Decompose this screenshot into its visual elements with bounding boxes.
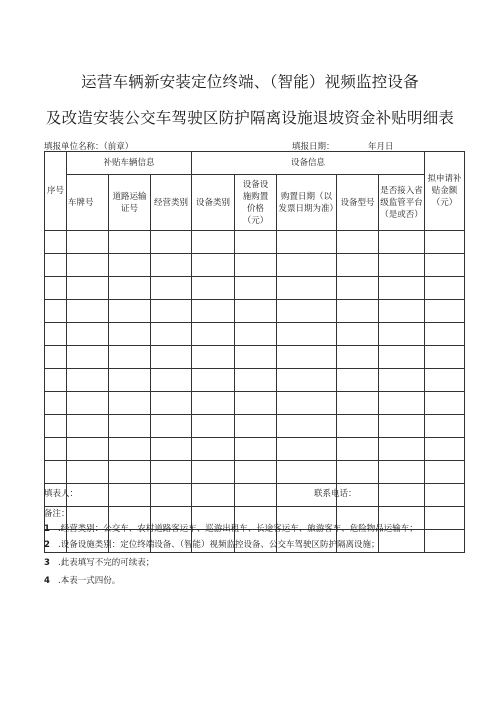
table-row <box>45 392 465 415</box>
table-cell <box>277 254 337 277</box>
table-cell <box>151 438 192 461</box>
table-cell <box>235 231 277 254</box>
table-cell <box>109 346 151 369</box>
unit-label: 填报单位名称：（前章） <box>44 142 134 152</box>
table-cell <box>379 346 425 369</box>
header-buy-date-text: 购置日期（以发票日期为准） <box>278 191 339 214</box>
header-plate: 车牌号 <box>67 175 109 231</box>
note-text: .本表一式四份。 <box>58 576 121 586</box>
table-cell <box>45 277 67 300</box>
table-cell <box>45 323 67 346</box>
table-cell <box>235 392 277 415</box>
note-number: 4 <box>44 576 50 586</box>
table-cell <box>235 254 277 277</box>
table-cell <box>337 415 379 438</box>
table-cell <box>151 461 192 484</box>
table-cell <box>337 323 379 346</box>
table-cell <box>425 461 465 484</box>
note-number: 3 <box>44 558 50 568</box>
table-cell <box>45 438 67 461</box>
header-buy-date <box>277 175 337 231</box>
header-permit-text: 道路运输证号 <box>112 191 147 214</box>
table-cell <box>235 461 277 484</box>
table-cell <box>277 300 337 323</box>
table-cell <box>67 461 109 484</box>
note-number: 1 <box>44 524 50 534</box>
header-price <box>235 175 277 231</box>
table-cell <box>337 254 379 277</box>
header-amount-text: 拟申请补贴金额（元） <box>427 174 462 208</box>
header-model: 设备型号 <box>337 175 379 231</box>
table-row <box>45 369 465 392</box>
table-cell <box>425 254 465 277</box>
table-cell <box>109 323 151 346</box>
table-cell <box>425 369 465 392</box>
table-cell <box>337 461 379 484</box>
table-cell <box>67 438 109 461</box>
table-cell <box>109 277 151 300</box>
table-cell <box>109 369 151 392</box>
table-cell <box>151 300 192 323</box>
table-row <box>45 461 465 484</box>
table-cell <box>45 254 67 277</box>
table-cell <box>379 392 425 415</box>
table-cell <box>235 277 277 300</box>
table-cell <box>337 300 379 323</box>
table-cell <box>379 277 425 300</box>
notes-title: 备注： <box>44 509 70 519</box>
table-cell <box>425 392 465 415</box>
table-cell <box>277 415 337 438</box>
table-cell <box>337 231 379 254</box>
table-cell <box>235 438 277 461</box>
header-device-group: 设备信息 <box>192 152 425 175</box>
table-cell <box>337 369 379 392</box>
table-cell <box>425 484 465 507</box>
table-cell <box>235 346 277 369</box>
table-cell <box>109 231 151 254</box>
table-cell <box>109 484 151 507</box>
table-cell <box>192 484 235 507</box>
table-cell <box>45 346 67 369</box>
table-cell <box>337 438 379 461</box>
table-cell <box>235 369 277 392</box>
table-cell <box>151 277 192 300</box>
filler-label: 填表人： <box>44 489 79 499</box>
table-cell <box>151 415 192 438</box>
header-seq: 序号 <box>45 152 67 231</box>
table-cell <box>425 277 465 300</box>
table-cell <box>425 438 465 461</box>
table-cell <box>192 323 235 346</box>
header-platform-text: 是否接入省级监管平台（是或否） <box>380 185 423 220</box>
table-cell <box>67 415 109 438</box>
header-device-type: 设备类别 <box>192 175 235 231</box>
table-cell <box>192 392 235 415</box>
table-cell <box>151 346 192 369</box>
table-cell <box>337 277 379 300</box>
table-cell <box>45 415 67 438</box>
table-row <box>45 323 465 346</box>
note-item <box>44 522 418 534</box>
table-cell <box>277 369 337 392</box>
table-cell <box>337 392 379 415</box>
table-cell <box>192 254 235 277</box>
table-cell <box>45 392 67 415</box>
table-cell <box>192 438 235 461</box>
subsidy-detail-table <box>44 151 465 553</box>
title-line-1: 运营车辆新安装定位终端、（智能）视频监控设备 <box>81 73 419 91</box>
table-cell <box>109 461 151 484</box>
table-row <box>45 277 465 300</box>
table-cell <box>379 300 425 323</box>
table-row <box>45 438 465 461</box>
table-cell <box>425 300 465 323</box>
table-cell <box>109 300 151 323</box>
table-cell <box>379 438 425 461</box>
table-cell <box>192 231 235 254</box>
table-cell <box>379 461 425 484</box>
note-item <box>44 538 379 550</box>
table-row <box>45 484 465 507</box>
table-cell <box>45 300 67 323</box>
table-cell <box>277 231 337 254</box>
table-cell <box>235 484 277 507</box>
date-label: 填报日期： <box>292 142 335 152</box>
header-vehicle-group: 补贴车辆信息 <box>67 152 192 175</box>
table-cell <box>379 369 425 392</box>
table-row <box>45 346 465 369</box>
table-cell <box>277 323 337 346</box>
table-cell <box>379 323 425 346</box>
header-price-text: 设备设施购置价格（元） <box>242 179 269 226</box>
table-cell <box>67 254 109 277</box>
table-cell <box>109 438 151 461</box>
table-cell <box>379 415 425 438</box>
table-cell <box>337 346 379 369</box>
header-permit <box>109 175 151 231</box>
table-cell <box>67 231 109 254</box>
table-cell <box>67 300 109 323</box>
note-item <box>44 556 154 568</box>
header-biz-type: 经营类别 <box>151 175 192 231</box>
note-text: .设备设施类别：定位终端设备、（智能）视频监控设备、公交车驾驶区防护隔离设施； <box>58 540 380 550</box>
table-cell <box>151 254 192 277</box>
table-cell <box>425 415 465 438</box>
table-cell <box>277 438 337 461</box>
table-cell <box>67 323 109 346</box>
table-cell <box>425 346 465 369</box>
table-cell <box>192 461 235 484</box>
table-cell <box>277 392 337 415</box>
table-row <box>45 231 465 254</box>
table-cell <box>379 231 425 254</box>
header-platform <box>379 175 425 231</box>
table-cell <box>151 369 192 392</box>
table-cell <box>151 392 192 415</box>
table-cell <box>45 231 67 254</box>
table-cell <box>151 323 192 346</box>
table-cell <box>67 346 109 369</box>
table-cell <box>425 231 465 254</box>
table-cell <box>67 277 109 300</box>
table-cell <box>109 392 151 415</box>
table-cell <box>192 369 235 392</box>
table-cell <box>45 369 67 392</box>
note-number: 2 <box>44 540 50 550</box>
table-cell <box>425 323 465 346</box>
table-cell <box>192 346 235 369</box>
table-cell <box>235 300 277 323</box>
table-cell <box>192 277 235 300</box>
table-cell <box>277 277 337 300</box>
header-amount <box>425 152 465 231</box>
table-cell <box>192 300 235 323</box>
table-cell <box>151 484 192 507</box>
table-cell <box>379 254 425 277</box>
table-cell <box>192 415 235 438</box>
note-item <box>44 574 120 586</box>
table-cell <box>277 461 337 484</box>
note-text: .经营类别：公交车、农村道路客运车、巡游出租车、长途客运车、旅游客车、危险物品运输车； <box>58 524 418 534</box>
table-cell <box>379 484 425 507</box>
phone-label: 联系电话： <box>314 489 357 499</box>
table-cell <box>425 530 465 553</box>
table-row <box>45 415 465 438</box>
table-cell <box>235 415 277 438</box>
table-row <box>45 254 465 277</box>
table-cell <box>235 323 277 346</box>
table-cell <box>109 254 151 277</box>
table-cell <box>151 231 192 254</box>
table-cell <box>109 415 151 438</box>
title-line-2: 及改造安装公交车驾驶区防护隔离设施退坡资金补贴明细表 <box>45 109 455 127</box>
table-cell <box>277 346 337 369</box>
table-cell <box>67 369 109 392</box>
table-cell <box>67 392 109 415</box>
table-cell <box>45 461 67 484</box>
date-value: 年月日 <box>368 142 394 152</box>
table-cell <box>425 507 465 530</box>
note-text: .此表填写不完的可续表； <box>58 558 155 568</box>
table-row <box>45 300 465 323</box>
